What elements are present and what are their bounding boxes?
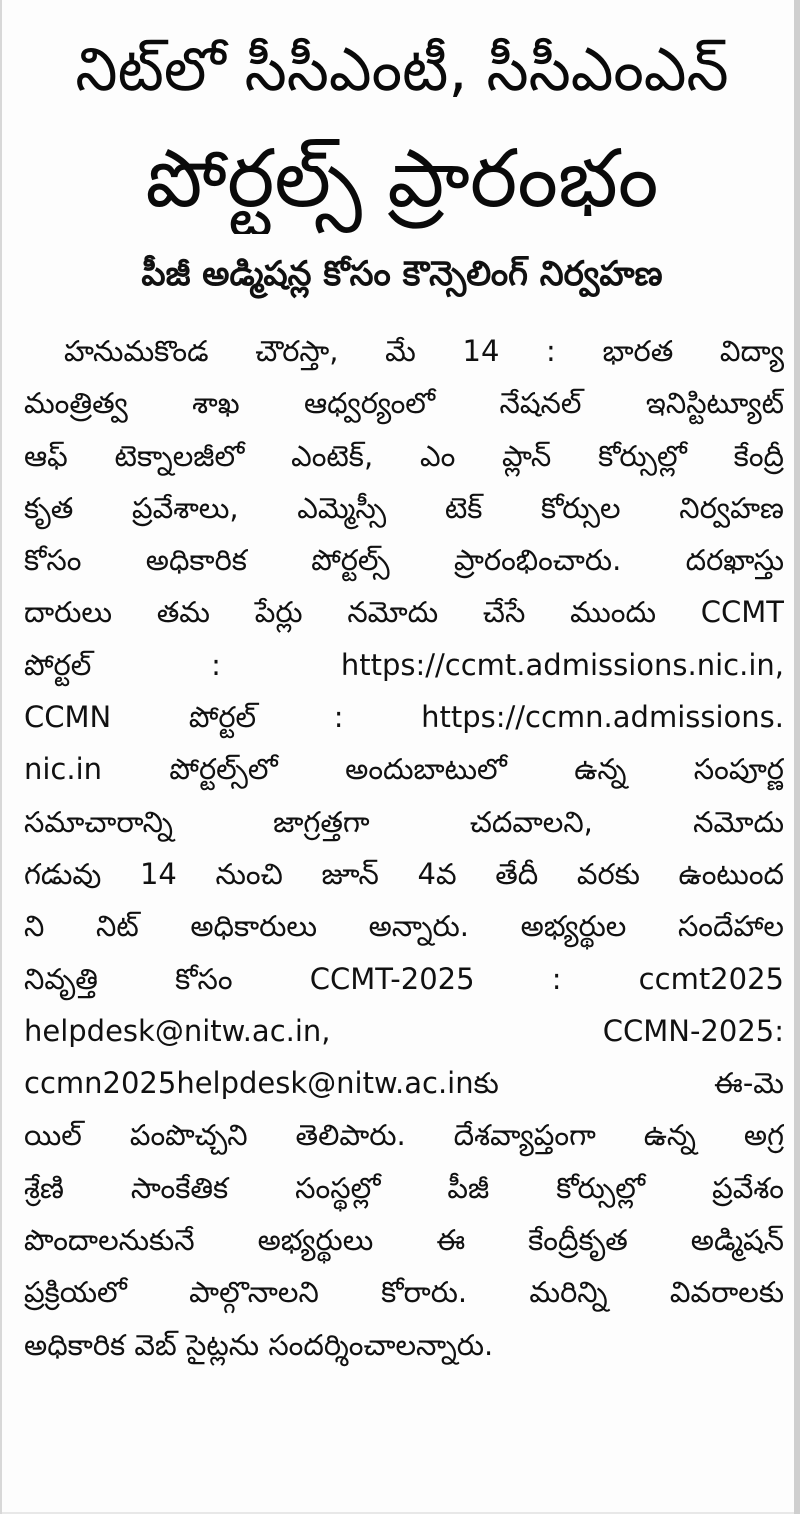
body-line: పొందాలనుకునే అభ్యర్థులు ఈ కేంద్రీకృత అడ్మిషన్: [24, 1223, 784, 1258]
body-line: అధికారిక వెబ్ సైట్లను సందర్శించాలన్నారు.: [24, 1327, 494, 1362]
headline-line-1: నిట్‌లో సీసీఎంటీ, సీసీఎంఎన్: [75, 35, 729, 105]
body-line: నివృత్తి కోసం CCMT-2025 : ccmt2025: [24, 961, 784, 996]
body-line: మంత్రిత్వ శాఖ ఆధ్వర్యంలో నేషనల్ ఇనిస్టిట్యూట్: [24, 386, 784, 421]
body-line: కృత ప్రవేశాలు, ఎమ్మెస్సీ టెక్ కోర్సుల నిర్వహణ: [24, 490, 784, 525]
body-line: కోసం అధికారిక పోర్టల్స్ ప్రారంభించారు. దరఖాస్తు: [24, 543, 784, 578]
body-line: దారులు తమ పేర్లు నమోదు చేసే ముందు CCMT: [24, 595, 784, 630]
subheadline: పీజీ అడ్మిషన్ల కోసం కౌన్సెలింగ్ నిర్వహణ: [141, 254, 663, 294]
body-line: ఆఫ్ టెక్నాలజీలో ఎంటెక్, ఎం ప్లాన్ కోర్సుల్లో కేంద్రీ: [24, 438, 784, 473]
body-line: పోర్టల్ : https://ccmt.admissions.nic.in,: [24, 647, 784, 682]
body-line: సమాచారాన్ని జాగ్రత్తగా చదవాలని, నమోదు: [24, 804, 784, 839]
body-line: శ్రేణి సాంకేతిక సంస్థల్లో పీజీ కోర్సుల్లో ప్రవేశం: [24, 1170, 784, 1205]
body-line: హనుమకొండ చౌరస్తా, మే 14 : భారత విద్యా: [64, 334, 784, 368]
body-line: ccmn2025helpdesk@nitw.ac.inకు ఈ-మె: [24, 1066, 784, 1101]
article-body: [24, 325, 784, 1371]
body-line: helpdesk@nitw.ac.in, CCMN-2025:: [24, 1013, 784, 1048]
headline-line-2: పోర్టల్స్ ప్రారంభం: [145, 132, 659, 225]
body-line: CCMN పోర్టల్ : https://ccmn.admissions.: [24, 700, 784, 735]
body-line: ప్రక్రియలో పాల్గొనాలని కోరారు. మరిన్ని వివరాలకు: [24, 1275, 784, 1310]
body-line: యిల్ పంపొచ్చని తెలిపారు. దేశవ్యాప్తంగా ఉన్న అగ్ర: [24, 1118, 784, 1153]
body-line: గడువు 14 నుంచి జూన్ 4వ తేదీ వరకు ఉంటుంద: [24, 856, 784, 891]
body-line: nic.in పోర్టల్స్‌లో అందుబాటులో ఉన్న సంపూర్ణ: [24, 752, 784, 787]
body-line: ని నిట్ అధికారులు అన్నారు. అభ్యర్థుల సందేహాల: [24, 909, 784, 944]
